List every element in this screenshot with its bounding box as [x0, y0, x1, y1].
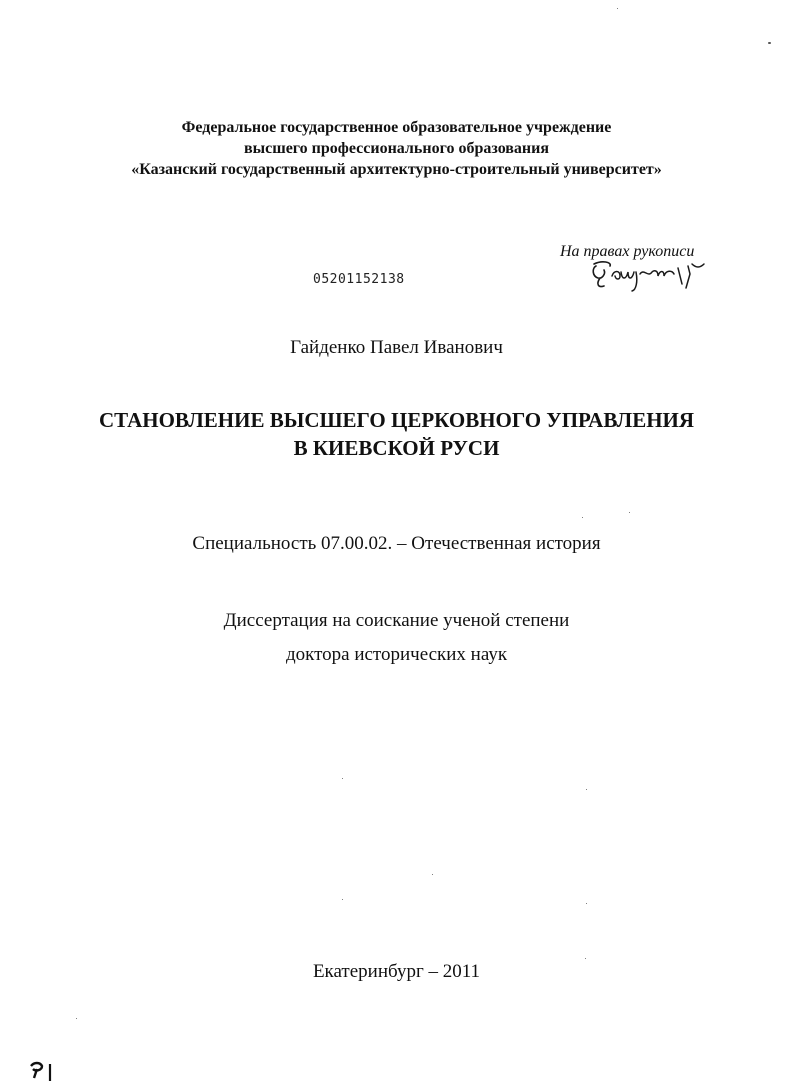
institution-line-1: Федеральное государственное образовательное учреждение [181, 119, 612, 136]
scan-speck [582, 517, 583, 518]
scan-speck [76, 1018, 77, 1019]
handwritten-signature [588, 258, 710, 294]
degree-line-2: доктора исторических наук [285, 644, 508, 665]
scan-speck [585, 958, 586, 959]
title-line-1: СТАНОВЛЕНИЕ ВЫСШЕГО ЦЕРКОВНОГО УПРАВЛЕНИЯ [98, 408, 695, 432]
degree-statement [0, 604, 793, 672]
institution-line-3: «Казанский государственный архитектурно-строительный университет» [131, 161, 662, 178]
scan-speck [617, 8, 618, 9]
scan-speck [342, 778, 343, 779]
dissertation-title [0, 406, 793, 462]
scan-speck [586, 903, 587, 904]
scan-speck [629, 512, 630, 513]
scan-speck [586, 789, 587, 790]
degree-line-1: Диссертация на соискание ученой степени [223, 610, 570, 631]
manuscript-rights-note: На правах рукописи [560, 243, 695, 260]
place-and-year: Екатеринбург – 2011 [312, 961, 481, 982]
institution-line-2: высшего профессионального образования [243, 140, 550, 157]
scan-speck [432, 874, 433, 875]
specialty-line: Специальность 07.00.02. – Отечественная история [192, 533, 601, 554]
document-code: 05201152138 [313, 272, 405, 287]
scan-speck [768, 42, 771, 44]
title-line-2: В КИЕВСКОЙ РУСИ [293, 436, 500, 460]
institution-header [0, 117, 793, 180]
author-name: Гайденко Павел Иванович [290, 337, 503, 358]
scan-speck [342, 899, 343, 900]
scan-corner-mark [28, 1060, 56, 1082]
